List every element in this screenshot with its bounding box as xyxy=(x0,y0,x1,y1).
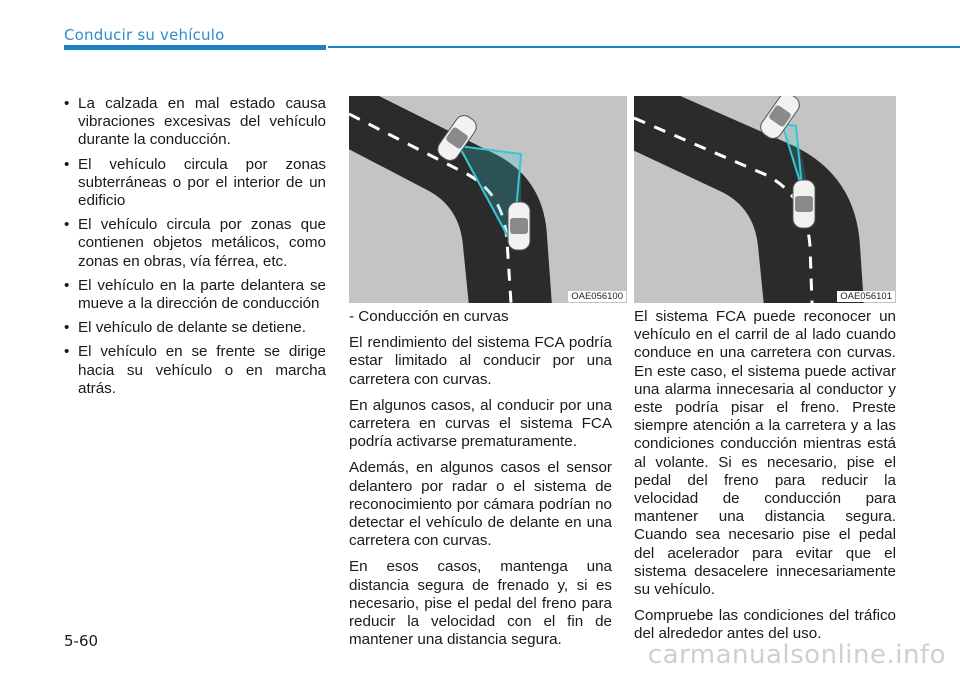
list-item-text: El vehículo en se frente se dirige hacia su vehículo o en marcha atrás. xyxy=(78,343,326,397)
list-item-text: El vehículo en la parte delantera se mueve a la dirección de conducción xyxy=(78,276,326,313)
watermark: carmanualsonline.info xyxy=(647,640,946,670)
page-number: 5-60 xyxy=(64,632,99,650)
header-rule-thick xyxy=(64,45,326,50)
paragraph: Compruebe las condiciones del tráfico del alrededor antes del uso. xyxy=(634,607,896,643)
bullet-icon: • xyxy=(64,276,70,294)
bullet-icon: • xyxy=(64,216,70,234)
list-item xyxy=(64,216,326,271)
figure-code: OAE056100 xyxy=(568,291,626,302)
column-3 xyxy=(634,308,896,652)
paragraph: En algunos casos, al conducir por una carretera en curvas el sistema FCA podría activarse prematuramente. xyxy=(349,396,612,451)
curved-road-illustration xyxy=(349,96,627,303)
own-car-icon xyxy=(793,180,815,228)
section-title: Conducir su vehículo xyxy=(64,26,225,44)
list-item-text: El vehículo circula por zonas que contienen objetos metálicos, como zonas en obras, vía férrea, etc. xyxy=(78,216,326,270)
bullet-icon: • xyxy=(64,155,70,173)
paragraph: El rendimiento del sistema FCA podría estar limitado al conducir por una carretera con curvas. xyxy=(349,334,612,388)
figure-code: OAE056101 xyxy=(837,291,895,302)
list-item xyxy=(64,95,326,150)
header-rule-thin xyxy=(328,46,960,48)
curved-road-illustration xyxy=(634,96,896,303)
paragraph: En esos casos, mantenga una distancia segura de frenado y, si es necesario, pise el pedal del freno para reducir la velocidad con el fin de mantener una distancia segura. xyxy=(349,558,612,649)
condition-list xyxy=(64,95,326,398)
list-item xyxy=(64,319,326,337)
list-item xyxy=(64,343,326,398)
list-item xyxy=(64,156,326,211)
bullet-icon: • xyxy=(64,343,70,361)
own-car-icon xyxy=(508,202,530,250)
column-2 xyxy=(349,308,612,657)
paragraph: Además, en algunos casos el sensor delantero por radar o el sistema de reconocimiento por cámara podrían no detectar el vehículo de delante en una carretera con curvas. xyxy=(349,459,612,550)
list-item-text: El vehículo circula por zonas subterráneas o por el interior de un edificio xyxy=(78,155,326,210)
subheading-curves: - Conducción en curvas xyxy=(349,308,509,325)
column-1 xyxy=(64,95,326,404)
list-item xyxy=(64,277,326,313)
bullet-icon: • xyxy=(64,95,70,112)
paragraph: El sistema FCA puede reconocer un vehículo en el carril de al lado cuando conduce en una carretera con curvas. En este caso, el sistema puede activar una alarma innecesaria al conductor y este podría pisar el freno. Preste siempre atención a la carretera y a las condiciones conducción mientras está al volante. Si es necesario, pise el pedal del freno para reducir la velocidad de conducción para mantener una distancia segura. Cuando sea necesario pise el pedal del acelerador para evitar que el sistema desacelere innecesariamente su vehículo. xyxy=(634,308,896,599)
bullet-icon: • xyxy=(64,319,70,337)
list-item-text: La calzada en mal estado causa vibraciones excesivas del vehículo durante la conducción. xyxy=(78,95,326,149)
figure-curve-adjacent-lane xyxy=(634,96,896,303)
figure-curve-same-lane xyxy=(349,96,627,303)
list-item-text: El vehículo de delante se detiene. xyxy=(78,319,306,337)
